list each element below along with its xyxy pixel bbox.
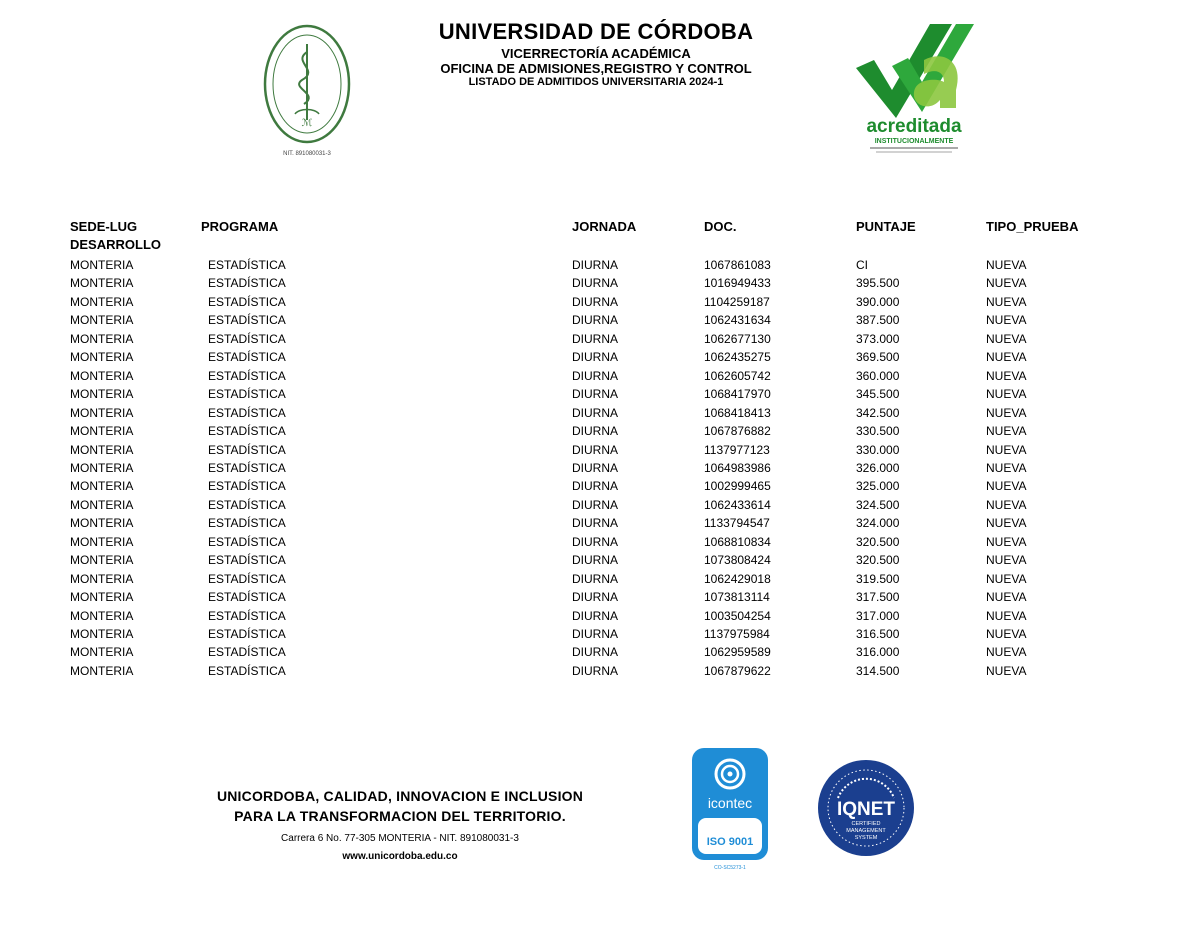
cell-programa: ESTADÍSTICA: [208, 405, 286, 420]
cell-doc: 1062677130: [704, 331, 771, 346]
list-subtitle: LISTADO DE ADMITIDOS UNIVERSITARIA 2024-1: [468, 76, 724, 88]
cell-tipo-prueba: NUEVA: [986, 405, 1027, 420]
cell-puntaje: 325.000: [856, 479, 900, 494]
cell-puntaje: 390.000: [856, 294, 900, 309]
cell-doc: 1062435275: [704, 350, 771, 365]
cell-sede: MONTERIA: [70, 331, 134, 346]
cell-jornada: DIURNA: [572, 258, 619, 272]
table-row: [0, 607, 1200, 625]
cell-jornada: DIURNA: [572, 479, 619, 494]
cell-jornada: DIURNA: [572, 553, 619, 568]
cell-sede: MONTERIA: [70, 350, 134, 365]
seal-caption: NIT. 891080031-3: [283, 151, 331, 157]
acreditada-word: acreditada: [866, 116, 962, 137]
table-row: [0, 459, 1200, 477]
cell-sede: MONTERIA: [70, 516, 134, 531]
cell-programa: ESTADÍSTICA: [208, 368, 286, 383]
cell-programa: ESTADÍSTICA: [208, 276, 286, 291]
cell-puntaje: 320.500: [856, 553, 900, 568]
iqnet-certification-logo: [816, 758, 916, 858]
header-jornada: JORNADA: [572, 219, 637, 234]
cell-jornada: DIURNA: [572, 516, 619, 531]
cell-programa: ESTADÍSTICA: [208, 258, 286, 272]
footer-slogan-line2: PARA LA TRANSFORMACION DEL TERRITORIO.: [234, 808, 566, 824]
cell-doc: 1067879622: [704, 663, 771, 678]
header-programa: PROGRAMA: [201, 219, 279, 234]
cell-tipo-prueba: NUEVA: [986, 534, 1027, 549]
cell-programa: ESTADÍSTICA: [208, 608, 286, 623]
iqnet-name: IQNET: [836, 799, 896, 820]
cell-doc: 1003504254: [704, 608, 771, 623]
cell-sede: MONTERIA: [70, 460, 134, 475]
cell-programa: ESTADÍSTICA: [208, 534, 286, 549]
institucionalmente-word: INSTITUCIONALMENTE: [874, 138, 954, 145]
cell-doc: 1073813114: [704, 590, 770, 605]
cell-sede: MONTERIA: [70, 663, 134, 678]
cell-tipo-prueba: NUEVA: [986, 424, 1027, 439]
cell-tipo-prueba: NUEVA: [986, 313, 1027, 328]
cell-tipo-prueba: NUEVA: [986, 442, 1027, 457]
table-row: [0, 662, 1200, 680]
cell-doc: 1104259187: [704, 294, 770, 309]
cell-sede: MONTERIA: [70, 405, 134, 420]
svg-text:ℳ: ℳ: [301, 118, 313, 129]
cell-puntaje: 314.500: [856, 663, 900, 678]
cell-jornada: DIURNA: [572, 442, 619, 457]
cell-doc: 1016949433: [704, 276, 771, 291]
cell-jornada: DIURNA: [572, 368, 619, 383]
cell-jornada: DIURNA: [572, 331, 619, 346]
cell-doc: 1062431634: [704, 313, 771, 328]
table-row: [0, 404, 1200, 422]
table-row: [0, 625, 1200, 643]
office-subtitle: OFICINA DE ADMISIONES,REGISTRO Y CONTROL: [440, 61, 752, 76]
cell-programa: ESTADÍSTICA: [208, 442, 286, 457]
cell-puntaje: 319.500: [856, 571, 900, 586]
cell-programa: ESTADÍSTICA: [208, 294, 286, 309]
cell-doc: 1068418413: [704, 405, 771, 420]
table-row: [0, 551, 1200, 569]
cell-programa: ESTADÍSTICA: [208, 460, 286, 475]
cell-tipo-prueba: NUEVA: [986, 368, 1027, 383]
cell-puntaje: 330.000: [856, 442, 900, 457]
cell-puntaje: 360.000: [856, 368, 900, 383]
table-row: [0, 274, 1200, 292]
cell-jornada: DIURNA: [572, 405, 619, 420]
cell-tipo-prueba: NUEVA: [986, 387, 1027, 402]
cell-programa: ESTADÍSTICA: [208, 497, 286, 512]
cell-tipo-prueba: NUEVA: [986, 479, 1027, 494]
table-row: [0, 514, 1200, 532]
cell-puntaje: 317.500: [856, 590, 900, 605]
table-row: [0, 330, 1200, 348]
cell-sede: MONTERIA: [70, 608, 134, 623]
icontec-iso: ISO 9001: [706, 836, 754, 848]
cell-programa: ESTADÍSTICA: [208, 387, 286, 402]
cell-sede: MONTERIA: [70, 553, 134, 568]
header-puntaje: PUNTAJE: [856, 219, 916, 234]
iqnet-certified: CERTIFIED: [851, 821, 881, 827]
cell-sede: MONTERIA: [70, 424, 134, 439]
cell-puntaje: 324.000: [856, 516, 900, 531]
table-row: [0, 496, 1200, 514]
table-row: [0, 570, 1200, 588]
cell-jornada: DIURNA: [572, 571, 619, 586]
cell-programa: ESTADÍSTICA: [208, 571, 286, 586]
cell-doc: 1062429018: [704, 571, 771, 586]
cell-puntaje: 345.500: [856, 387, 900, 402]
cell-jornada: DIURNA: [572, 276, 619, 291]
cell-doc: 1137977123: [704, 442, 770, 457]
cell-puntaje: 387.500: [856, 313, 900, 328]
cell-tipo-prueba: NUEVA: [986, 627, 1027, 641]
cell-doc: 1062433614: [704, 497, 771, 512]
cell-doc: 1133794547: [704, 516, 770, 531]
cell-programa: ESTADÍSTICA: [208, 424, 286, 439]
cell-programa: ESTADÍSTICA: [208, 313, 286, 328]
cell-puntaje: 320.500: [856, 534, 900, 549]
cell-doc: 1067876882: [704, 424, 771, 439]
cell-tipo-prueba: NUEVA: [986, 350, 1027, 365]
cell-puntaje: CI: [856, 258, 868, 272]
cell-sede: MONTERIA: [70, 276, 134, 291]
cell-doc: 1067861083: [704, 258, 771, 272]
vicerrectoria-subtitle: VICERRECTORÍA ACADÉMICA: [501, 46, 691, 61]
header-tipo-prueba: TIPO_PRUEBA: [986, 219, 1079, 234]
header-sede: SEDE-LUG DESARROLLO: [70, 219, 161, 252]
cell-puntaje: 395.500: [856, 276, 900, 291]
table-row: [0, 367, 1200, 385]
cell-jornada: DIURNA: [572, 294, 619, 309]
iqnet-system: SYSTEM: [854, 835, 878, 841]
cell-jornada: DIURNA: [572, 460, 619, 475]
table-row: [0, 533, 1200, 551]
cell-programa: ESTADÍSTICA: [208, 645, 286, 660]
cell-sede: MONTERIA: [70, 497, 134, 512]
cell-tipo-prueba: NUEVA: [986, 645, 1027, 660]
university-title: UNIVERSIDAD DE CÓRDOBA: [438, 19, 754, 44]
university-seal-logo: [262, 22, 352, 160]
table-row: [0, 256, 1200, 274]
cell-programa: ESTADÍSTICA: [208, 350, 286, 365]
cell-sede: MONTERIA: [70, 627, 134, 641]
cell-sede: MONTERIA: [70, 313, 134, 328]
footer-address: Carrera 6 No. 77-305 MONTERIA - NIT. 891080031-3: [281, 833, 519, 844]
cell-sede: MONTERIA: [70, 479, 134, 494]
icontec-code: CO-SC5273-1: [714, 865, 746, 871]
cell-sede: MONTERIA: [70, 590, 134, 605]
cell-jornada: DIURNA: [572, 313, 619, 328]
table-row: [0, 441, 1200, 459]
table-row: [0, 293, 1200, 311]
cell-puntaje: 369.500: [856, 350, 900, 365]
cell-puntaje: 373.000: [856, 331, 900, 346]
cell-jornada: DIURNA: [572, 627, 619, 641]
cell-jornada: DIURNA: [572, 534, 619, 549]
footer-slogan-line1: UNICORDOBA, CALIDAD, INNOVACION E INCLUSION: [216, 788, 584, 804]
table-row: [0, 311, 1200, 329]
cell-doc: 1068810834: [704, 534, 771, 549]
footer-text-block: [196, 786, 604, 864]
cell-puntaje: 316.500: [856, 627, 900, 641]
cell-programa: ESTADÍSTICA: [208, 553, 286, 568]
cell-sede: MONTERIA: [70, 387, 134, 402]
cell-sede: MONTERIA: [70, 442, 134, 457]
cell-puntaje: 330.500: [856, 424, 900, 439]
cell-doc: 1064983986: [704, 460, 771, 475]
cell-doc: 1073808424: [704, 553, 771, 568]
cell-doc: 1062605742: [704, 368, 771, 383]
cell-tipo-prueba: NUEVA: [986, 608, 1027, 623]
header-text-block: [396, 20, 796, 88]
cell-jornada: DIURNA: [572, 497, 619, 512]
cell-sede: MONTERIA: [70, 294, 134, 309]
table-row: [0, 385, 1200, 403]
cell-doc: 1002999465: [704, 479, 771, 494]
cell-doc: 1068417970: [704, 387, 771, 402]
cell-tipo-prueba: NUEVA: [986, 553, 1027, 568]
cell-tipo-prueba: NUEVA: [986, 516, 1027, 531]
cell-tipo-prueba: NUEVA: [986, 497, 1027, 512]
cell-puntaje: 324.500: [856, 497, 900, 512]
cell-doc: 1062959589: [704, 645, 771, 660]
cell-jornada: DIURNA: [572, 645, 619, 660]
cell-programa: ESTADÍSTICA: [208, 331, 286, 346]
table-row: [0, 643, 1200, 661]
cell-jornada: DIURNA: [572, 424, 619, 439]
cell-jornada: DIURNA: [572, 387, 619, 402]
cell-jornada: DIURNA: [572, 590, 619, 605]
icontec-name: icontec: [707, 795, 753, 811]
cell-programa: ESTADÍSTICA: [208, 479, 286, 494]
cell-jornada: DIURNA: [572, 663, 619, 678]
cell-tipo-prueba: NUEVA: [986, 460, 1027, 475]
table-row: [0, 588, 1200, 606]
footer-website: www.unicordoba.edu.co: [342, 851, 458, 862]
cell-puntaje: 316.000: [856, 645, 900, 660]
cell-tipo-prueba: NUEVA: [986, 294, 1027, 309]
cell-sede: MONTERIA: [70, 534, 134, 549]
cell-sede: MONTERIA: [70, 368, 134, 383]
cell-tipo-prueba: NUEVA: [986, 331, 1027, 346]
cell-tipo-prueba: NUEVA: [986, 571, 1027, 586]
cell-jornada: DIURNA: [572, 350, 619, 365]
cell-tipo-prueba: NUEVA: [986, 590, 1027, 605]
cell-programa: ESTADÍSTICA: [208, 590, 286, 605]
cell-tipo-prueba: NUEVA: [986, 276, 1027, 291]
accreditation-logo: [852, 20, 977, 160]
cell-programa: ESTADÍSTICA: [208, 627, 286, 641]
cell-sede: MONTERIA: [70, 258, 134, 272]
cell-sede: MONTERIA: [70, 645, 134, 660]
cell-puntaje: 342.500: [856, 405, 900, 420]
cell-programa: ESTADÍSTICA: [208, 516, 286, 531]
cell-doc: 1137975984: [704, 627, 770, 641]
iqnet-management: MANAGEMENT: [846, 828, 886, 834]
table-row: [0, 477, 1200, 495]
cell-tipo-prueba: NUEVA: [986, 663, 1027, 678]
cell-programa: ESTADÍSTICA: [208, 663, 286, 678]
cell-jornada: DIURNA: [572, 608, 619, 623]
table-row: [0, 348, 1200, 366]
cell-tipo-prueba: NUEVA: [986, 258, 1027, 272]
header-doc: DOC.: [704, 219, 737, 234]
table-row: [0, 422, 1200, 440]
cell-puntaje: 317.000: [856, 608, 900, 623]
document-header: [0, 0, 1200, 180]
icontec-certification-logo: [690, 746, 770, 872]
cell-puntaje: 326.000: [856, 460, 900, 475]
cell-sede: MONTERIA: [70, 571, 134, 586]
